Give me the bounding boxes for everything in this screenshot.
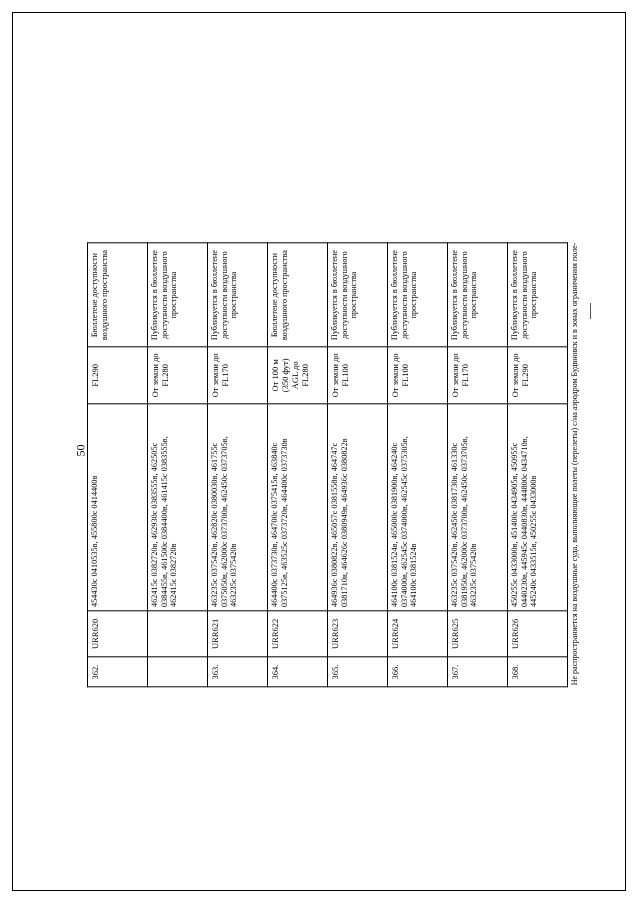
table-footnote: Не распространяется на воздушные суда, выполняющие полеты (перелеты) c/на аэродром Будвновск и в зонах ограничения поле- (570, 242, 579, 686)
table-row (328, 243, 388, 687)
cell-code: URR624 (388, 611, 448, 658)
cell-points: 464400с 0373730в, 464700с 0375415в, 463840с 0375125в, 463525с 0373720в, 464400с 0373730в (268, 404, 328, 611)
table-row (448, 243, 508, 687)
cell-note: Бюллетене доступности воздушного пространства (268, 243, 328, 347)
cell-number: 364. (268, 657, 328, 687)
cell-altitude: От земли до FL170 (208, 347, 268, 404)
scanned-page (12, 12, 626, 891)
cell-code: URR622 (268, 611, 328, 658)
cell-altitude: От земли до FL100 (328, 347, 388, 404)
cell-points: 464936с 0380822в, 465057с 0381558в, 464747с 0381710в, 464626с 0380949в, 464936с 0380822в (328, 404, 388, 611)
cell-altitude: От 100 м (350 фут) AGL до FL280 (268, 347, 328, 404)
table-row (88, 243, 148, 687)
table-row (208, 243, 268, 687)
table-row (148, 243, 208, 687)
cell-number: 366. (388, 657, 448, 687)
cell-points: 454430с 0410535в, 455800с 0414400в (88, 404, 148, 611)
cell-code: URR621 (208, 611, 268, 658)
cell-note: Публикуется в бюллетене доступности воздушного пространства (208, 243, 268, 347)
table-row (388, 243, 448, 687)
cell-number: 365. (328, 657, 388, 687)
cell-code: URR620 (88, 611, 148, 658)
table-body (88, 243, 568, 687)
cell-note: Публикуется в бюллетене доступности воздушного пространства (328, 243, 388, 347)
airspace-zones-table (87, 243, 568, 688)
table-row (268, 243, 328, 687)
cell-code: URR626 (508, 611, 568, 658)
rotated-content (87, 243, 579, 688)
cell-note: Публикуется в бюллетене доступности воздушного пространства (148, 243, 208, 347)
cell-note: Публикуется в бюллетене доступности воздушного пространства (508, 243, 568, 347)
cell-note: Бюллетене доступности воздушного пространства (88, 243, 148, 347)
cell-points: 464100с 0381524в, 465000с 0381900в, 464240с 0374000в, 462545с 0374000в, 462545с 0375305в, 464100с 0381524в (388, 404, 448, 611)
cell-points: 463235с 0375420в, 462450с 0381730в, 461330с 0381950в, 462000с 0373700в, 462450с 0373705в, 463235с 0375420в (448, 404, 508, 611)
page-number: 50 (73, 444, 88, 457)
cell-number: 368. (508, 657, 568, 687)
cell-points: 463235с 0375420в, 462820с 0380030в, 461755с 0375050в, 462000с 0373700в, 462450с 0373705в, 463235с 0375420в (208, 404, 268, 611)
scan-artifact (590, 303, 591, 319)
table-row (508, 243, 568, 687)
cell-number: 363. (208, 657, 268, 687)
cell-number (148, 657, 208, 687)
cell-code (148, 611, 208, 658)
cell-altitude: От земли до FL280 (148, 347, 208, 404)
cell-number: 362. (88, 657, 148, 687)
cell-altitude: От земли до FL290 (508, 347, 568, 404)
cell-code: URR625 (448, 611, 508, 658)
cell-points: 450255с 0433000в, 451400с 0434905в, 450955с 0440230в, 445945с 0440830в, 444800с 0434710в, 445240с 0433515в, 450255с 0433000в (508, 404, 568, 611)
cell-altitude: От земли до FL100 (388, 347, 448, 404)
cell-altitude: От земли до FL170 (448, 347, 508, 404)
cell-note: Публикуется в бюллетене доступности воздушного пространства (388, 243, 448, 347)
cell-points: 462415с 0382720в, 462930с 0383555в, 462505с 0384455в, 461500с 0384400в, 461415с 0383555в, 462415с 0382720в (148, 404, 208, 611)
cell-note: Публикуется в бюллетене доступности воздушного пространства (448, 243, 508, 347)
cell-number: 367. (448, 657, 508, 687)
cell-code: URR623 (328, 611, 388, 658)
cell-altitude: FL290 (88, 347, 148, 404)
